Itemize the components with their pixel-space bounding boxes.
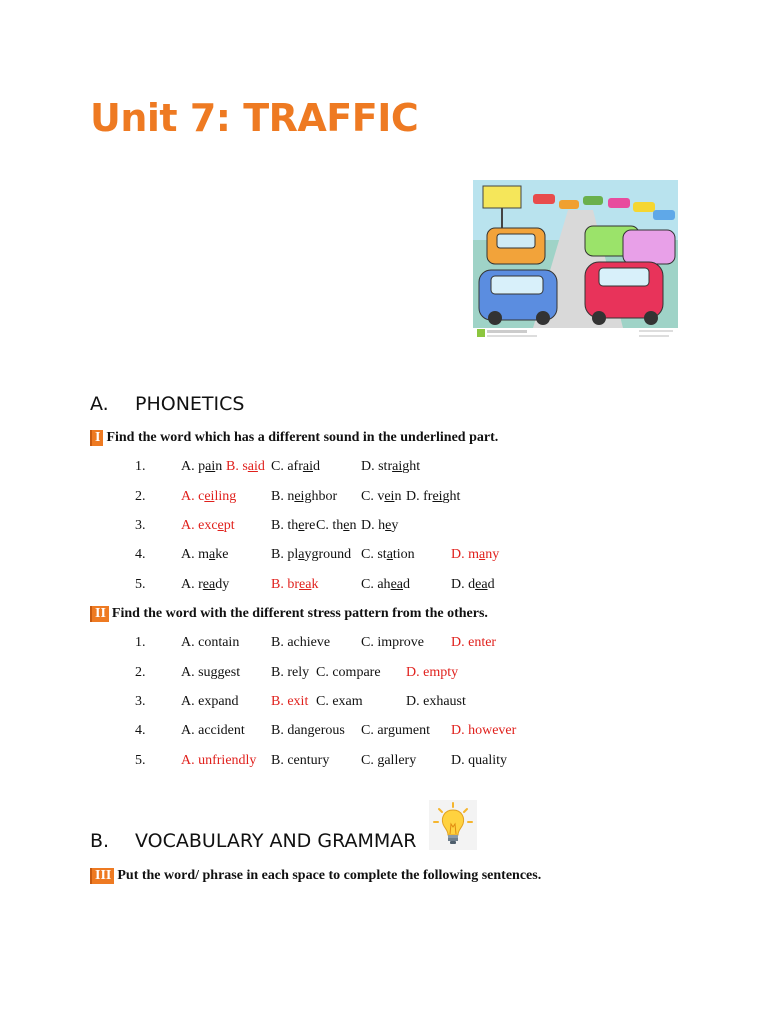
section-a-letter: A. [90, 393, 109, 415]
exercise-1-question-row [0, 518, 768, 538]
exercise-3-text: Put the word/ phrase in each space to complete the following sentences. [117, 868, 542, 883]
question-number: 2. [135, 665, 146, 680]
option-b[interactable]: B. there [271, 518, 316, 533]
option-a[interactable]: A. ceiling [181, 489, 237, 504]
option-d[interactable]: D. hey [361, 518, 399, 533]
exercise-3-instruction [90, 868, 541, 884]
section-b-title: VOCABULARY AND GRAMMAR [135, 830, 417, 852]
section-a-title: PHONETICS [135, 393, 245, 415]
option-b[interactable]: B. said [226, 459, 265, 474]
option-a[interactable]: A. suggest [181, 665, 241, 680]
exercise-3-number: III [90, 868, 114, 884]
option-a[interactable]: A. contain [181, 635, 240, 650]
exercise-1-question-row [0, 577, 768, 597]
question-number: 2. [135, 489, 146, 504]
exercise-2-question-row [0, 723, 768, 743]
question-number: 5. [135, 577, 146, 592]
option-b[interactable]: B. neighbor [271, 489, 338, 504]
option-c[interactable]: C. gallery [361, 753, 417, 768]
exercise-1-text: Find the word which has a different sound in the underlined part. [106, 430, 499, 445]
exercise-2-instruction [90, 606, 488, 622]
option-b[interactable]: B. century [271, 753, 330, 768]
question-number: 3. [135, 518, 146, 533]
option-d[interactable]: D. dead [451, 577, 495, 592]
option-d[interactable]: D. straight [361, 459, 421, 474]
option-c[interactable]: C. ahead [361, 577, 410, 592]
option-c[interactable]: C. compare [316, 665, 381, 680]
option-a[interactable]: A. except [181, 518, 235, 533]
option-d[interactable]: D. empty [406, 665, 459, 680]
option-c[interactable]: C. argument [361, 723, 430, 738]
exercise-2-number: II [90, 606, 109, 622]
option-b[interactable]: B. playground [271, 547, 352, 562]
option-b[interactable]: B. rely [271, 665, 310, 680]
option-a[interactable]: A. expand [181, 694, 239, 709]
exercise-2-question-row [0, 753, 768, 773]
option-a[interactable]: A. ready [181, 577, 230, 592]
exercise-1-number: I [90, 430, 103, 446]
traffic-jam-illustration [473, 180, 678, 340]
option-a[interactable]: A. pain [181, 459, 223, 474]
question-number: 5. [135, 753, 146, 768]
exercise-2-question-row [0, 665, 768, 685]
section-b-letter: B. [90, 830, 110, 852]
option-d[interactable]: D. enter [451, 635, 497, 650]
section-a-heading [90, 393, 244, 415]
option-c[interactable]: C. afraid [271, 459, 320, 474]
option-d[interactable]: D. quality [451, 753, 507, 768]
page-title: Unit 7: TRAFFIC [90, 96, 419, 140]
option-c[interactable]: C. vein [361, 489, 402, 504]
option-d[interactable]: D. exhaust [406, 694, 466, 709]
exercise-1-question-row [0, 459, 768, 479]
option-b[interactable]: B. exit [271, 694, 309, 709]
option-c[interactable]: C. exam [316, 694, 363, 709]
option-d[interactable]: D. many [451, 547, 500, 562]
option-c[interactable]: C. then [316, 518, 357, 533]
option-b[interactable]: B. break [271, 577, 319, 592]
option-c[interactable]: C. station [361, 547, 415, 562]
exercise-2-text: Find the word with the different stress pattern from the others. [111, 606, 488, 621]
question-number: 1. [135, 635, 146, 650]
exercise-1-question-row [0, 489, 768, 509]
question-number: 3. [135, 694, 146, 709]
option-b[interactable]: B. dangerous [271, 723, 345, 738]
option-a[interactable]: A. unfriendly [181, 753, 257, 768]
lightbulb-icon [429, 800, 477, 850]
question-number: 4. [135, 547, 146, 562]
section-b-heading [90, 830, 417, 852]
option-a[interactable]: A. make [181, 547, 229, 562]
exercise-1-instruction [90, 430, 498, 446]
option-a[interactable]: A. accident [181, 723, 245, 738]
exercise-2-question-row [0, 635, 768, 655]
exercise-2-question-row [0, 694, 768, 714]
question-number: 1. [135, 459, 146, 474]
option-d[interactable]: D. freight [406, 489, 461, 504]
option-c[interactable]: C. improve [361, 635, 424, 650]
question-number: 4. [135, 723, 146, 738]
option-b[interactable]: B. achieve [271, 635, 331, 650]
exercise-1-question-row [0, 547, 768, 567]
option-d[interactable]: D. however [451, 723, 517, 738]
